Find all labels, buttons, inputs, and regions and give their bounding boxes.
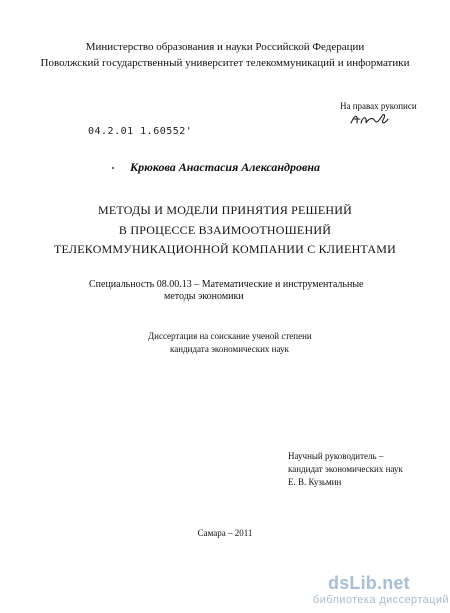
supervisor-name: Е. В. Кузьмин (288, 477, 342, 487)
watermark-logo: dsLib.net (328, 573, 410, 593)
watermark-subtitle: библиотека диссертаций (313, 594, 449, 606)
thesis-title-line-1: МЕТОДЫ И МОДЕЛИ ПРИНЯТИЯ РЕШЕНИЙ (98, 203, 352, 217)
registration-code: 04.2.01 1.60552' (88, 126, 193, 137)
specialty-line-2: методы экономики (164, 291, 244, 302)
handwritten-signature (349, 110, 389, 128)
degree-line-2: кандидата экономических наук (170, 344, 289, 354)
city-year: Самара – 2011 (197, 528, 253, 538)
supervisor-role: Научный руководитель – (288, 451, 384, 461)
ministry-name: Министерство образования и науки Российской Федерации (85, 41, 365, 53)
manuscript-note: На правах рукописи (340, 101, 417, 111)
thesis-title-line-2: В ПРОЦЕССЕ ВЗАИМООТНОШЕНИЙ (118, 223, 332, 237)
university-name: Поволжский государственный университет телекоммуникаций и информатики (40, 57, 410, 69)
specialty-line-1: Специальность 08.00.13 – Математические и инструментальные (89, 279, 364, 290)
degree-line-1: Диссертация на соискание ученой степени (148, 331, 312, 341)
thesis-title-line-3: ТЕЛЕКОММУНИКАЦИОННОЙ КОМПАНИИ С КЛИЕНТАМИ (54, 242, 396, 256)
supervisor-degree: кандидат экономических наук (288, 464, 403, 474)
author-name: Крюкова Анастасия Александровна (129, 160, 321, 174)
